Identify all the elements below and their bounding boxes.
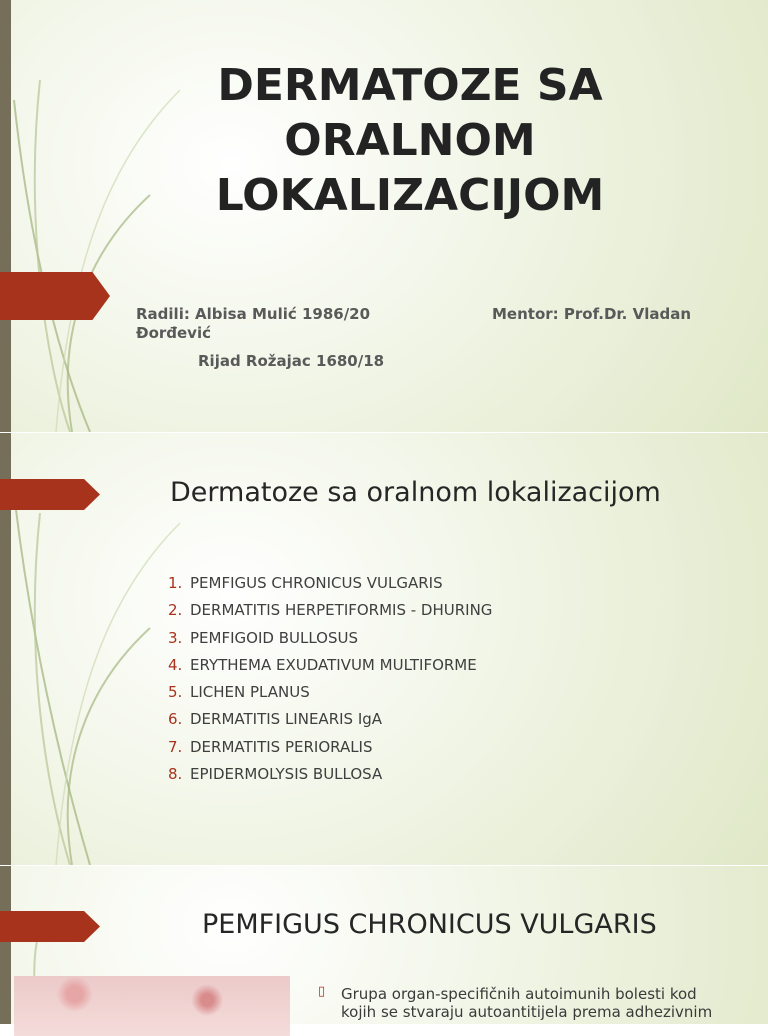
accent-tab (0, 911, 100, 942)
slide-title: PEMFIGUS CHRONICUS VULGARIS (202, 909, 657, 940)
accent-tab (0, 272, 110, 320)
list-item: 7. DERMATITIS PERIORALIS (168, 737, 373, 756)
mentor: Mentor: Prof.Dr. Vladan (492, 305, 692, 323)
list-item: 5. LICHEN PLANUS (168, 683, 310, 702)
presentation-title (150, 58, 670, 223)
list-item: 1. PEMFIGUS CHRONICUS VULGARIS (168, 574, 443, 592)
list-item: 8. EPIDERMOLYSIS BULLOSA (168, 765, 383, 784)
bullet-line: Grupa organ-specifičnih autoimunih bolesti kod (341, 985, 697, 1003)
title-line: LOKALIZACIJOM (215, 170, 605, 221)
square-bullet-icon: ▯ (318, 984, 326, 999)
list-item: 4. ERYTHEMA EXUDATIVUM MULTIFORME (168, 655, 477, 674)
title-slide (0, 0, 768, 432)
authors-line: Radili: Albisa Mulić 1986/20 (136, 305, 371, 323)
contents-title: Dermatoze sa oralnom lokalizacijom (170, 477, 661, 508)
list-item: 3. PEMFIGOID BULLOSUS (168, 628, 358, 647)
skin-lesion-photo (14, 976, 290, 1036)
list-item: 2. DERMATITIS HERPETIFORMIS - DHURING (168, 601, 493, 620)
contents-list (168, 570, 492, 788)
accent-tab (0, 479, 100, 510)
bullet-text (341, 985, 751, 1021)
mentor-continued: Đorđević (136, 324, 211, 342)
title-line: ORALNOM (284, 115, 536, 166)
authors-line: Rijad Rožajac 1680/18 (198, 352, 385, 370)
title-line: DERMATOZE SA (217, 60, 603, 111)
bullet-line: kojih se stvaraju autoantitijela prema adhezivnim (341, 1003, 713, 1021)
list-item: 6. DERMATITIS LINEARIS IgA (168, 710, 383, 729)
